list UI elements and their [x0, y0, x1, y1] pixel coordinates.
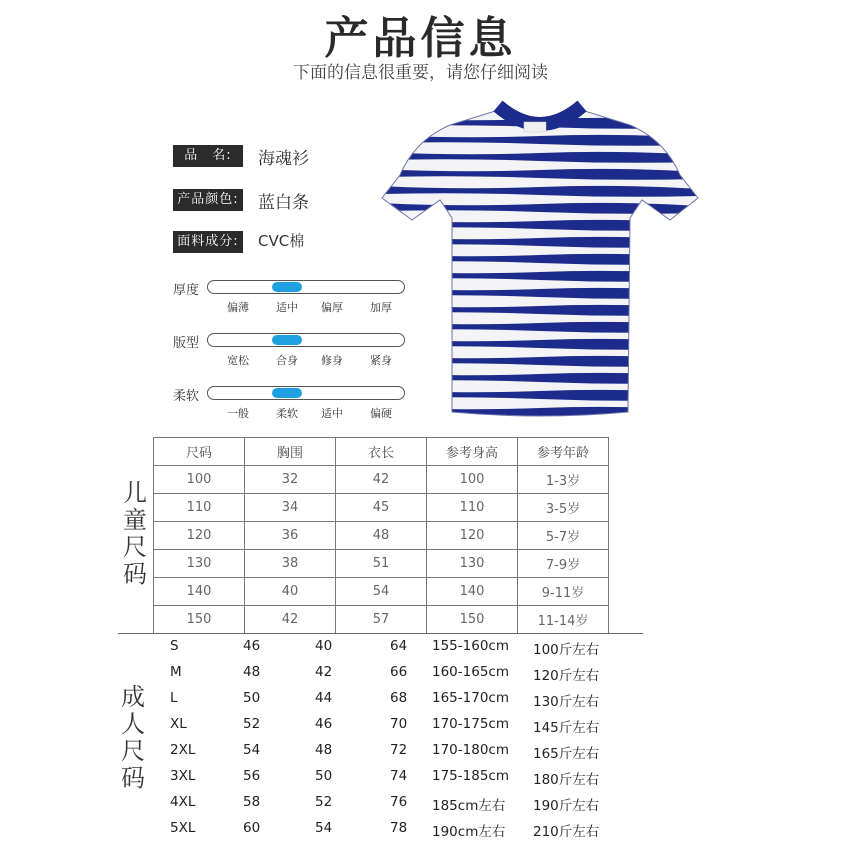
table-cell: 4XL — [170, 794, 196, 810]
table-cell: 51 — [336, 550, 427, 578]
table-row — [154, 494, 609, 522]
table-row — [154, 550, 609, 578]
adult-size-label: 成 人 尺 码 — [121, 683, 145, 792]
table-cell: S — [170, 638, 179, 654]
table-cell: XL — [170, 716, 187, 732]
product-color-value: 蓝白条 — [258, 193, 309, 213]
scale-option: 偏薄 — [227, 301, 249, 314]
scale-track — [207, 386, 405, 400]
table-cell: 120 — [427, 522, 518, 550]
scale-indicator — [272, 282, 302, 292]
scale-option: 偏硬 — [370, 407, 392, 420]
fabric-value: CVC棉 — [258, 232, 305, 250]
table-cell: 56 — [243, 768, 261, 784]
table-cell: 140 — [154, 578, 245, 606]
table-cell: 60 — [243, 820, 261, 836]
product-name-value: 海魂衫 — [258, 149, 309, 169]
table-cell: 32 — [245, 466, 336, 494]
table-header-cell: 胸围 — [245, 438, 336, 466]
table-cell: 9-11岁 — [518, 578, 609, 606]
scale-option: 加厚 — [370, 301, 392, 314]
table-cell: 68 — [390, 690, 408, 706]
table-row — [154, 522, 609, 550]
scale-option: 适中 — [276, 301, 298, 314]
table-cell: 40 — [315, 638, 333, 654]
table-cell: 66 — [390, 664, 408, 680]
table-cell: 40 — [245, 578, 336, 606]
table-cell: 76 — [390, 794, 408, 810]
product-color-tag: 产品颜色: — [173, 189, 243, 211]
scale-option: 宽松 — [227, 354, 249, 367]
table-row — [0, 742, 841, 766]
table-cell: 46 — [315, 716, 333, 732]
table-cell: 50 — [315, 768, 333, 784]
table-cell: 3XL — [170, 768, 196, 784]
table-row — [0, 638, 841, 662]
table-cell: 145斤左右 — [533, 720, 600, 736]
table-cell: 140 — [427, 578, 518, 606]
table-cell: 50 — [243, 690, 261, 706]
table-cell: 64 — [390, 638, 408, 654]
table-cell: 100 — [427, 466, 518, 494]
table-header-row — [154, 438, 609, 466]
scale-option: 柔软 — [276, 407, 298, 420]
table-cell: 120斤左右 — [533, 668, 600, 684]
table-cell: 190cm左右 — [432, 824, 506, 840]
table-cell: 42 — [315, 664, 333, 680]
table-cell: 110 — [154, 494, 245, 522]
table-cell: 36 — [245, 522, 336, 550]
table-cell: 7-9岁 — [518, 550, 609, 578]
table-cell: 170-180cm — [432, 742, 509, 758]
table-row — [0, 820, 841, 844]
scale-option: 紧身 — [370, 354, 392, 367]
kids-size-table — [153, 437, 609, 634]
table-cell: 130斤左右 — [533, 694, 600, 710]
product-name-tag: 品 名: — [173, 145, 243, 167]
page-title: 产品信息 — [324, 13, 517, 64]
scale-option: 合身 — [276, 354, 298, 367]
scale-label: 厚度 — [173, 283, 200, 298]
scale-option: 修身 — [321, 354, 343, 367]
table-header-cell: 衣长 — [336, 438, 427, 466]
table-cell: 155-160cm — [432, 638, 509, 654]
table-cell: 1-3岁 — [518, 466, 609, 494]
table-cell: 190斤左右 — [533, 798, 600, 814]
table-cell: 52 — [243, 716, 261, 732]
table-cell: 150 — [154, 606, 245, 634]
table-header-cell: 参考身高 — [427, 438, 518, 466]
table-cell: M — [170, 664, 182, 680]
table-cell: 54 — [243, 742, 261, 758]
table-cell: 78 — [390, 820, 408, 836]
table-cell: 38 — [245, 550, 336, 578]
table-cell: 48 — [336, 522, 427, 550]
table-cell: 100 — [154, 466, 245, 494]
table-cell: 52 — [315, 794, 333, 810]
scale-option: 偏厚 — [321, 301, 343, 314]
table-cell: 54 — [315, 820, 333, 836]
table-row — [0, 794, 841, 818]
table-cell: 130 — [427, 550, 518, 578]
table-row — [0, 690, 841, 714]
table-cell: 5-7岁 — [518, 522, 609, 550]
table-cell: 150 — [427, 606, 518, 634]
table-cell: 180斤左右 — [533, 772, 600, 788]
table-cell: 5XL — [170, 820, 196, 836]
kids-size-label: 儿 童 尺 码 — [123, 479, 147, 588]
table-row — [154, 578, 609, 606]
table-cell: 120 — [154, 522, 245, 550]
table-cell: 34 — [245, 494, 336, 522]
table-header-cell: 尺码 — [154, 438, 245, 466]
table-cell: 42 — [336, 466, 427, 494]
scale-label: 版型 — [173, 336, 200, 351]
table-cell: 57 — [336, 606, 427, 634]
scale-indicator — [272, 335, 302, 345]
table-cell: 3-5岁 — [518, 494, 609, 522]
table-cell: 48 — [243, 664, 261, 680]
table-header-cell: 参考年龄 — [518, 438, 609, 466]
table-cell: 185cm左右 — [432, 798, 506, 814]
table-row — [0, 664, 841, 688]
scale-option: 适中 — [321, 407, 343, 420]
table-cell: 100斤左右 — [533, 642, 600, 658]
table-cell: 165-170cm — [432, 690, 509, 706]
table-cell: 210斤左右 — [533, 824, 600, 840]
table-cell: 58 — [243, 794, 261, 810]
table-row — [0, 768, 841, 792]
table-cell: 44 — [315, 690, 333, 706]
table-cell: 72 — [390, 742, 408, 758]
table-cell: 175-185cm — [432, 768, 509, 784]
table-cell: 2XL — [170, 742, 196, 758]
striped-tshirt-image — [380, 100, 700, 420]
table-cell: 46 — [243, 638, 261, 654]
table-cell: 70 — [390, 716, 408, 732]
page-subtitle: 下面的信息很重要，请您仔细阅读 — [293, 63, 548, 83]
table-row — [154, 606, 609, 634]
table-row — [0, 716, 841, 740]
table-cell: 170-175cm — [432, 716, 509, 732]
table-cell: 160-165cm — [432, 664, 509, 680]
table-row — [154, 466, 609, 494]
fabric-tag: 面料成分: — [173, 231, 243, 253]
table-cell: 54 — [336, 578, 427, 606]
table-cell: 110 — [427, 494, 518, 522]
table-cell: 42 — [245, 606, 336, 634]
scale-track — [207, 333, 405, 347]
table-cell: 165斤左右 — [533, 746, 600, 762]
scale-option: 一般 — [227, 407, 249, 420]
scale-label: 柔软 — [173, 389, 200, 404]
scale-indicator — [272, 388, 302, 398]
table-cell: 130 — [154, 550, 245, 578]
table-cell: 45 — [336, 494, 427, 522]
table-cell: 74 — [390, 768, 408, 784]
table-cell: 11-14岁 — [518, 606, 609, 634]
scale-track — [207, 280, 405, 294]
table-cell: L — [170, 690, 178, 706]
section-divider — [118, 633, 643, 634]
table-cell: 48 — [315, 742, 333, 758]
